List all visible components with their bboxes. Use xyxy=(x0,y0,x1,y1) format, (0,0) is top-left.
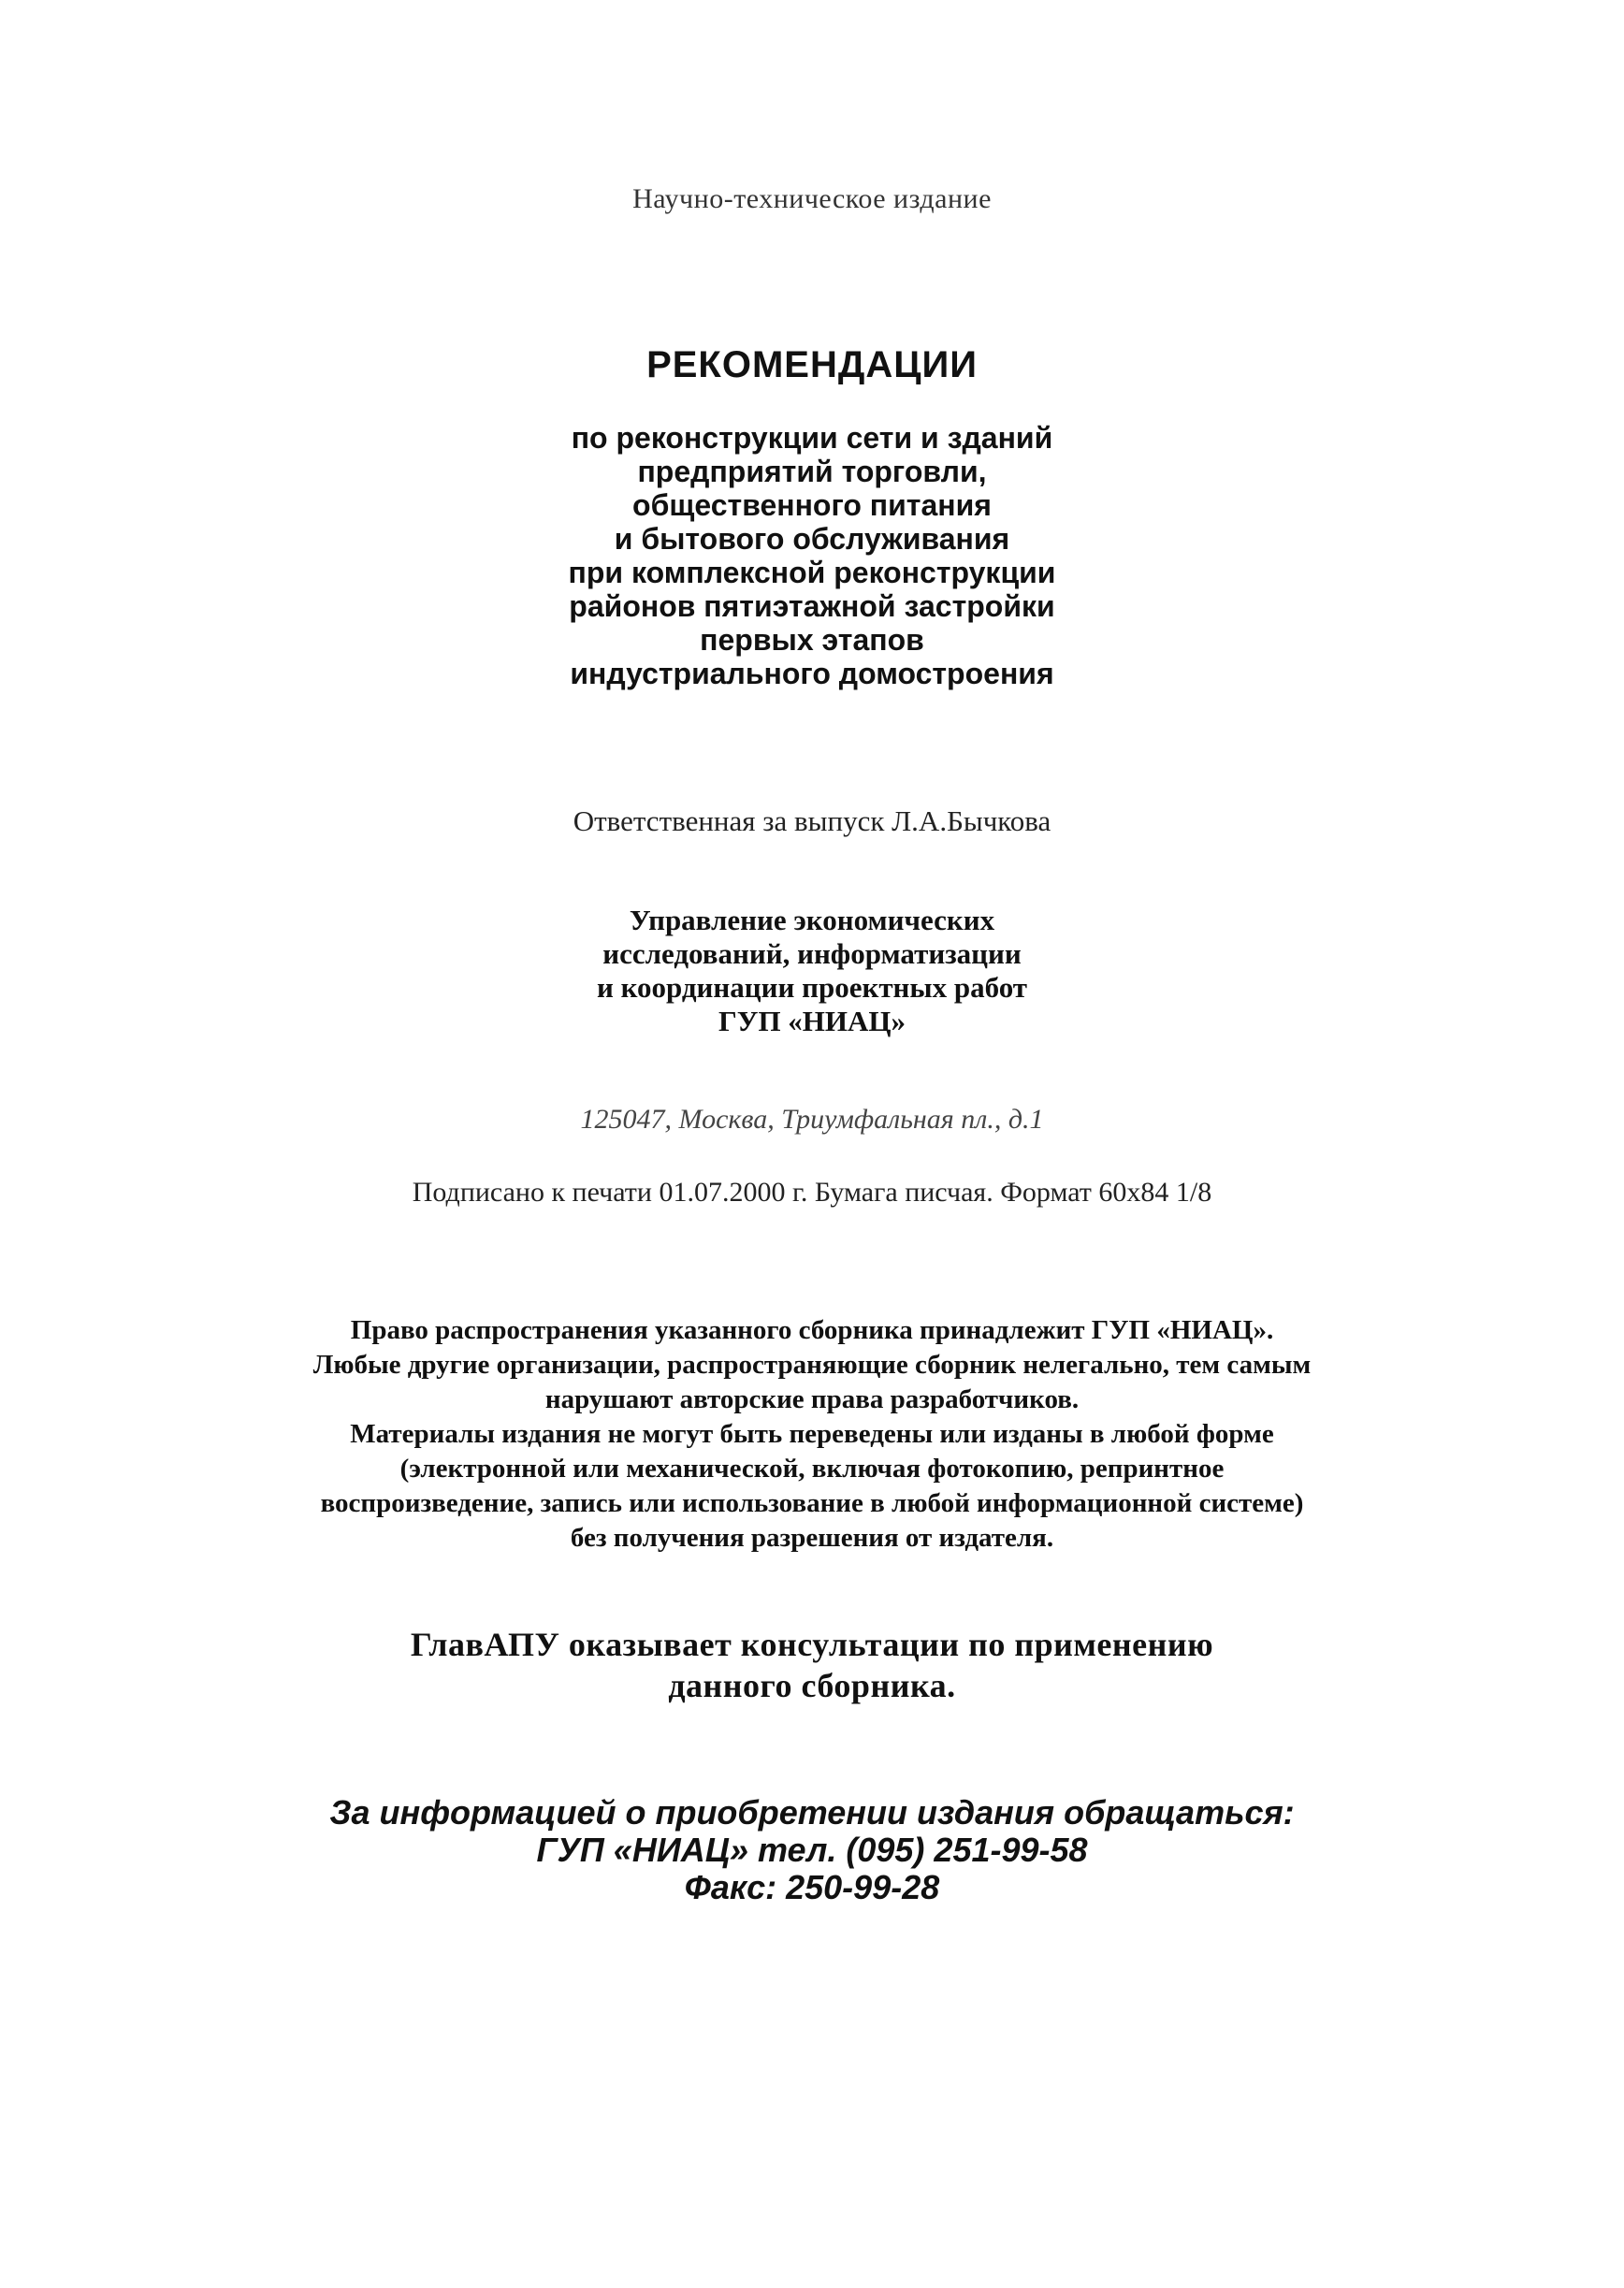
contact-info xyxy=(329,1794,1294,1906)
copyright-line: нарушают авторские права разработчиков. xyxy=(544,1384,1080,1414)
copyright-line: (электронной или механической, включая фотокопию, репринтное xyxy=(399,1454,1225,1484)
publisher-line: ГУП «НИАЦ» xyxy=(718,1005,906,1037)
consultation-note xyxy=(411,1624,1213,1706)
contact-fax: Факс: 250-99-28 xyxy=(684,1868,940,1906)
subtitle-line: по реконструкции сети и зданий xyxy=(571,421,1053,455)
subtitle-line: при комплексной реконструкции xyxy=(568,556,1056,589)
copyright-line: Право распространения указанного сборника принадлежит ГУП «НИАЦ». xyxy=(350,1315,1274,1345)
copyright-notice xyxy=(313,1313,1312,1556)
publisher-address: 125047, Москва, Триумфальная пл., д.1 xyxy=(580,1104,1044,1135)
consultation-line: ГлавАПУ оказывает консультации по применению xyxy=(410,1626,1214,1663)
subtitle-line: индустриального домостроения xyxy=(570,657,1054,690)
print-info: Подписано к печати 01.07.2000 г. Бумага писчая. Формат 60х84 1/8 xyxy=(412,1177,1212,1208)
copyright-line: Любые другие организации, распространяющие сборник нелегально, тем самым xyxy=(312,1350,1312,1380)
publisher-line: исследований, информатизации xyxy=(602,937,1022,970)
consultation-line: данного сборника. xyxy=(668,1667,956,1704)
contact-phone: ГУП «НИАЦ» тел. (095) 251-99-58 xyxy=(536,1831,1088,1869)
publisher-block xyxy=(597,904,1027,1038)
subtitle-line: первых этапов xyxy=(700,623,924,657)
copyright-line: воспроизведение, запись или использование в любой информационной системе) xyxy=(320,1488,1304,1518)
document-subtitle xyxy=(569,421,1056,690)
subtitle-line: районов пятиэтажной застройки xyxy=(569,589,1055,623)
publisher-line: и координации проектных работ xyxy=(596,971,1028,1004)
publisher-line: Управление экономических xyxy=(629,904,995,936)
subtitle-line: общественного питания xyxy=(632,488,992,522)
subtitle-line: предприятий торговли, xyxy=(637,455,987,488)
copyright-line: без получения разрешения от издателя. xyxy=(570,1523,1054,1553)
responsible-person: Ответственная за выпуск Л.А.Бычкова xyxy=(573,804,1051,837)
document-title: РЕКОМЕНДАЦИИ xyxy=(646,344,978,385)
copyright-line: Материалы издания не могут быть переведены или изданы в любой форме xyxy=(350,1419,1274,1449)
contact-line: За информацией о приобретении издания обращаться: xyxy=(329,1793,1295,1832)
edition-type: Научно-техническое издание xyxy=(632,183,992,214)
subtitle-line: и бытового обслуживания xyxy=(614,522,1010,556)
